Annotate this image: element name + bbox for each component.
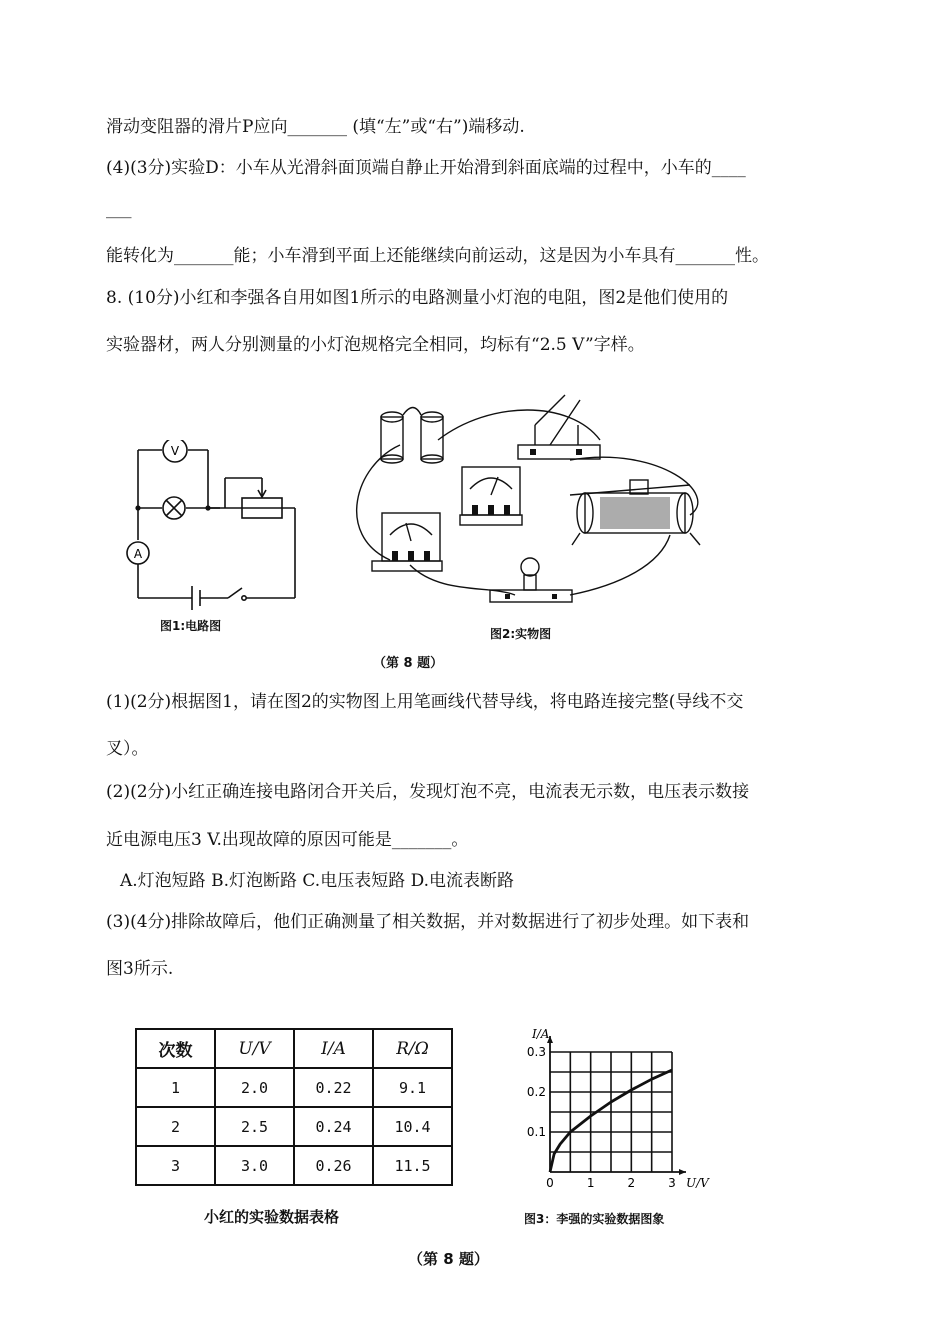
text-line-11: A.灯泡短路 B.灯泡断路 C.电压表短路 D.电流表断路 [120,871,515,891]
text-line-9: (2)(2分)小红正确连接电路闭合开关后，发现灯泡不亮，电流表无示数，电压表示数接 [106,782,750,802]
table-cell: 3.0 [215,1146,294,1185]
table-cell: 2.5 [215,1107,294,1146]
text-line-8: 叉）。 [106,739,149,759]
text-line-2: (4)(3分)实验D：小车从光滑斜面顶端自静止开始滑到斜面底端的过程中，小车的____ [106,158,746,178]
table-cell: 1 [136,1068,215,1107]
table-row [136,1146,452,1185]
text-line-10: 近电源电压3 V.出现故障的原因可能是_______。 [106,830,469,850]
physical-caption: 图2:实物图 [490,627,552,641]
ammeter-label: A [133,547,143,561]
question-label-1: （第 8 题） [373,656,444,671]
voltmeter-label: V [170,444,180,458]
table-caption: 小红的实验数据表格 [204,1208,340,1226]
text-line-4: 能转化为_______能；小车滑到平面上还能继续向前运动，这是因为小车具有_______性。 [106,246,769,266]
data-table [135,1028,453,1186]
x-tick-label: 2 [627,1176,636,1190]
table-cell: 0.24 [294,1107,373,1146]
table-cell: 2.0 [215,1068,294,1107]
table-cell: 0.26 [294,1146,373,1185]
text-line-5: 8. (10分)小红和李强各自用如图1所示的电路测量小灯泡的电阻，图2是他们使用的 [106,288,729,308]
text-line-13: 图3所示. [106,959,174,979]
chart-caption: 图3：李强的实验数据图象 [524,1212,665,1226]
x-axis-arrow [679,1169,686,1175]
table-cell: 10.4 [373,1107,452,1146]
table-row [136,1068,452,1107]
text-line-1: 滑动变阻器的滑片P应向_______ (填“左”或“右”)端移动. [106,117,525,137]
y-tick-label: 0.2 [526,1085,546,1099]
table-row [136,1107,452,1146]
table-header-cell: U/V [215,1029,294,1068]
text-line-3: ___ [106,199,132,219]
iu-chart [510,1022,730,1207]
y-tick-label: 0.1 [526,1125,546,1139]
table-header-cell: R/Ω [373,1029,452,1068]
table-header-row [136,1029,452,1068]
table-cell: 2 [136,1107,215,1146]
text-line-6: 实验器材，两人分别测量的小灯泡规格完全相同，均标有“2.5 V”字样。 [106,335,645,355]
table-header-cell: I/A [294,1029,373,1068]
text-line-12: (3)(4分)排除故障后，他们正确测量了相关数据，并对数据进行了初步处理。如下表和 [106,912,750,932]
x-tick-label: 3 [668,1176,676,1190]
x-tick-label: 0 [546,1176,554,1190]
y-axis-label: I/A [532,1027,550,1041]
table-cell: 3 [136,1146,215,1185]
table-cell: 9.1 [373,1068,452,1107]
table-header-cell: 次数 [136,1029,215,1068]
question-label-2: （第 8 题） [408,1250,489,1268]
x-tick-label: 1 [586,1176,595,1190]
table-cell: 0.22 [294,1068,373,1107]
apparatus-figure [340,385,710,610]
y-tick-label: 0.3 [526,1045,546,1059]
circuit-caption: 图1:电路图 [160,619,222,633]
circuit-diagram [120,440,310,610]
x-axis-label: U/V [686,1176,709,1190]
text-line-7: (1)(2分)根据图1，请在图2的实物图上用笔画线代替导线，将电路连接完整(导线不交 [106,692,744,712]
table-cell: 11.5 [373,1146,452,1185]
